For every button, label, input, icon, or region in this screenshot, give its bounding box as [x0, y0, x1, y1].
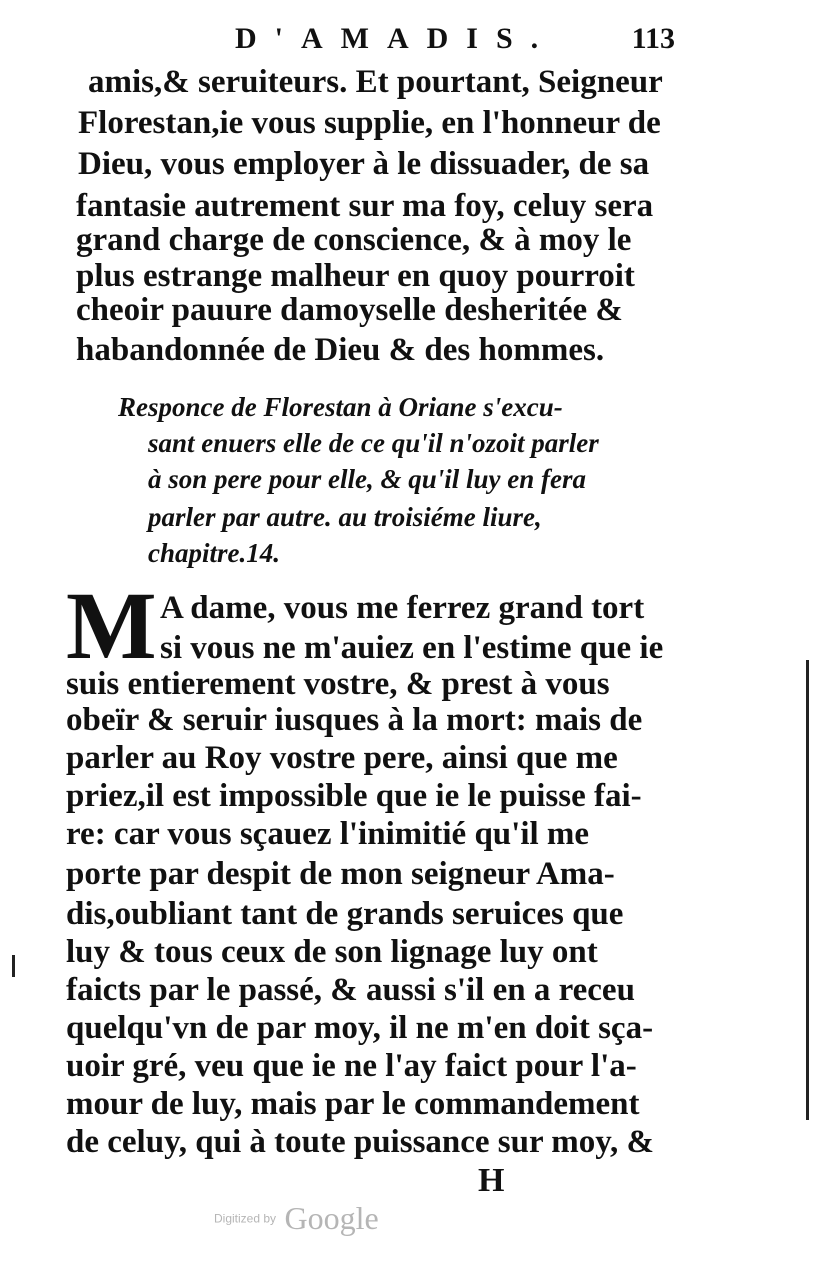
digitization-watermark — [214, 1200, 379, 1240]
text-line: dis,oubliant tant de grands seruices que — [66, 896, 624, 932]
text-line: quelqu'vn de par moy, il ne m'en doit sça- — [66, 1010, 654, 1046]
running-title: D'AMADIS. — [235, 22, 557, 55]
text-line: priez,il est impossible que ie le puisse fai- — [66, 778, 642, 814]
scan-speck — [12, 955, 15, 977]
text-line: suis entierement vostre, & prest à vous — [66, 666, 610, 702]
text-line: cheoir pauure damoyselle desheritée & — [76, 292, 623, 328]
text-line: Florestan,ie vous supplie, en l'honneur de — [78, 105, 661, 141]
heading-line: sant enuers elle de ce qu'il n'ozoit parler — [148, 428, 599, 458]
heading-line: parler par autre. au troisiéme liure, — [148, 502, 542, 532]
text-line: plus estrange malheur en quoy pourroit — [76, 258, 635, 294]
watermark-small-text: Digitized by — [214, 1211, 277, 1226]
signature-mark: H — [478, 1162, 505, 1199]
running-head — [195, 22, 675, 62]
text-line: si vous ne m'auiez en l'estime que ie — [160, 630, 664, 666]
text-line: A dame, vous me ferrez grand tort — [160, 590, 645, 626]
text-line: mour de luy, mais par le commandement — [66, 1086, 640, 1122]
text-line: Dieu, vous employer à le dissuader, de sa — [78, 146, 650, 182]
text-line: fantasie autrement sur ma foy, celuy sera — [76, 188, 654, 224]
heading-line: Responce de Florestan à Oriane s'excu- — [118, 392, 563, 422]
text-line: obeïr & seruir iusques à la mort: mais de — [66, 702, 643, 738]
text-line: parler au Roy vostre pere, ainsi que me — [66, 740, 618, 776]
text-line: re: car vous sçauez l'inimitié qu'il me — [66, 816, 590, 852]
text-line: grand charge de conscience, & à moy le — [76, 222, 632, 258]
google-logo: Google — [284, 1200, 379, 1236]
drop-cap: M — [66, 572, 157, 679]
text-line: faicts par le passé, & aussi s'il en a receu — [66, 972, 635, 1008]
page-number: 113 — [631, 22, 675, 55]
heading-line: à son pere pour elle, & qu'il luy en fera — [148, 464, 586, 494]
text-line: porte par despit de mon seigneur Ama- — [66, 856, 615, 892]
text-line: habandonnée de Dieu & des hommes. — [76, 332, 605, 368]
text-line: uoir gré, veu que ie ne l'ay faict pour l'a- — [66, 1048, 637, 1084]
text-line: amis,& seruiteurs. Et pourtant, Seigneur — [88, 64, 663, 100]
text-line: de celuy, qui à toute puissance sur moy, & — [66, 1124, 654, 1160]
scan-edge-line — [806, 660, 809, 1120]
text-line: luy & tous ceux de son lignage luy ont — [66, 934, 598, 970]
heading-line: chapitre.14. — [148, 538, 280, 568]
